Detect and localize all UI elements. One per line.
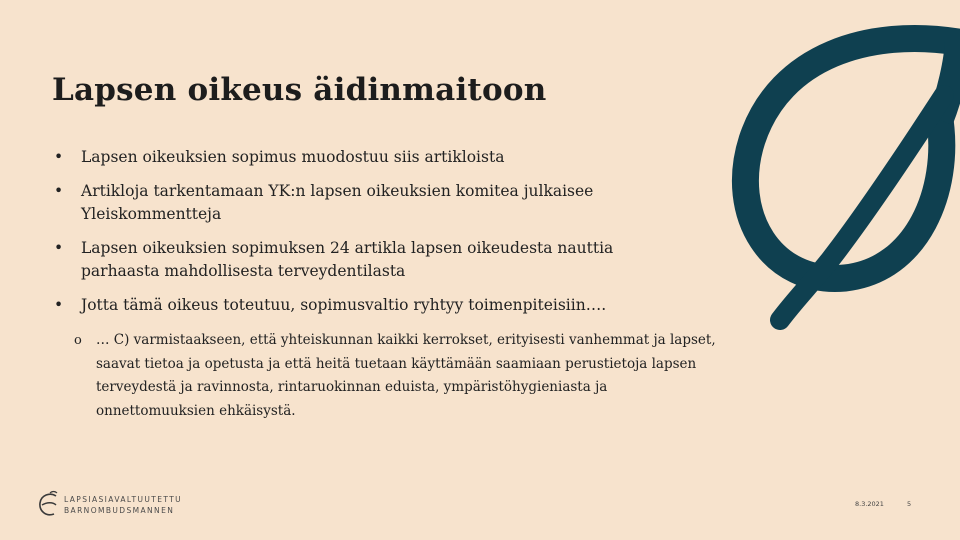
page-number: 5 bbox=[907, 500, 912, 508]
bullet-item bbox=[54, 146, 694, 169]
bullet-marker: • bbox=[54, 296, 64, 314]
slide-title: Lapsen oikeus äidinmaitoon bbox=[52, 72, 547, 108]
bullet-marker: • bbox=[54, 182, 64, 200]
bullet-item bbox=[54, 294, 694, 317]
bullet-marker: • bbox=[54, 148, 64, 166]
bullet-text: Lapsen oikeuksien sopimus muodostuu siis artikloista bbox=[81, 148, 505, 166]
bullet-text: Artikloja tarkentamaan YK:n lapsen oikeuksien komitea julkaisee Yleiskommentteja bbox=[81, 182, 594, 223]
bullet-text: Jotta tämä oikeus toteutuu, sopimusvaltio ryhtyy toimenpiteisiin…. bbox=[81, 296, 607, 314]
footer-date: 8.3.2021 bbox=[855, 500, 884, 508]
bullet-text: Lapsen oikeuksien sopimuksen 24 artikla lapsen oikeudesta nauttia parhaasta mahdollisesta terveydentilasta bbox=[81, 239, 614, 280]
sub-bullet-text: … C) varmistaakseen, että yhteiskunnan kaikki kerrokset, erityisesti vanhemmat ja lapset, saavat tietoa ja opetusta ja että heitä tuetaan käyttämään saamiaan perustietoja lapsen terveydestä ja ravinnosta, rintaruokinnan eduista, ympäristöhygieniasta ja onnettomuuksien ehkäisystä. bbox=[96, 332, 716, 419]
logo-line-finnish: LAPSIASIAVALTUUTETTU bbox=[64, 495, 183, 504]
bullet-list bbox=[54, 146, 694, 328]
bullet-marker: • bbox=[54, 239, 64, 257]
sub-bullet-marker: o bbox=[74, 333, 82, 348]
bullet-item bbox=[54, 180, 694, 226]
sub-bullet-item bbox=[74, 329, 716, 423]
logo-text bbox=[64, 494, 182, 516]
bullet-item bbox=[54, 237, 694, 283]
logo-mark-icon bbox=[36, 490, 62, 520]
logo-line-swedish: BARNOMBUDSMANNEN bbox=[64, 506, 175, 515]
